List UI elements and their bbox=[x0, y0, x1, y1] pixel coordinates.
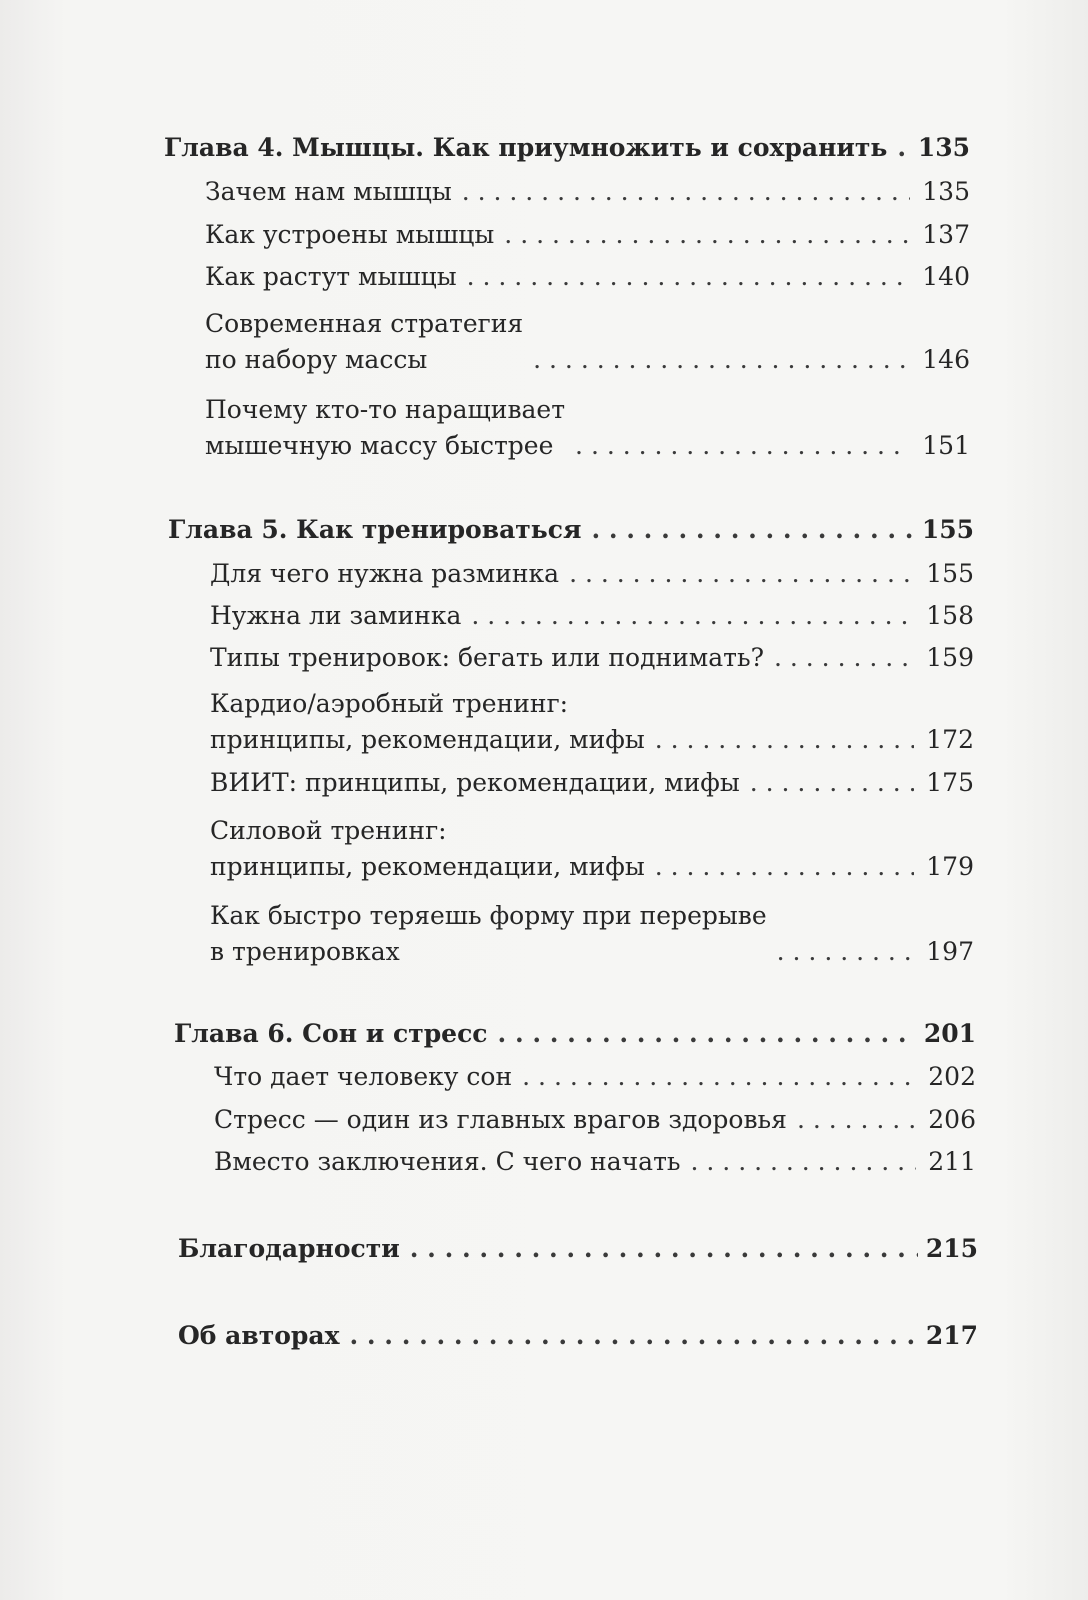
toc-item-title: Вместо заключения. С чего начать bbox=[214, 1147, 681, 1176]
toc-item-title: Силовой тренинг: принципы, рекомендации, мифы bbox=[210, 816, 645, 881]
toc-item-title: Как устроены мышцы bbox=[205, 220, 495, 249]
toc-page-number: 215 bbox=[925, 1234, 978, 1263]
toc-page-number: 179 bbox=[926, 852, 974, 881]
dot-leader bbox=[655, 849, 914, 885]
toc-item bbox=[205, 306, 970, 378]
dot-leader bbox=[410, 1231, 918, 1267]
toc-chapter-4 bbox=[164, 130, 970, 166]
toc-page-number: 197 bbox=[926, 937, 974, 966]
toc-page-number: 155 bbox=[921, 515, 974, 544]
toc-chapter-6 bbox=[174, 1016, 976, 1052]
toc-item-title: Почему кто-то наращивает мышечную массу быстрее bbox=[205, 395, 566, 460]
toc-item bbox=[210, 898, 974, 970]
dot-leader bbox=[750, 765, 914, 801]
toc-page-number: 206 bbox=[928, 1105, 976, 1134]
toc-acknowledgements bbox=[178, 1231, 978, 1267]
dot-leader bbox=[349, 1318, 917, 1354]
toc-page-number: 175 bbox=[926, 768, 974, 797]
dot-leader bbox=[691, 1144, 916, 1180]
toc-item bbox=[210, 813, 974, 885]
toc-item-title: Как быстро теряешь форму при перерыве в тренировках bbox=[210, 901, 767, 966]
toc-item-title: Кардио/аэробный тренинг: принципы, рекомендации, мифы bbox=[210, 689, 645, 754]
toc-chapter-5 bbox=[168, 512, 974, 548]
toc-item bbox=[205, 217, 970, 253]
toc-page-number: 135 bbox=[917, 133, 970, 162]
toc-item bbox=[205, 259, 970, 295]
toc-item-title: Зачем нам мышцы bbox=[205, 177, 452, 206]
toc-item-title: Нужна ли заминка bbox=[210, 601, 462, 630]
toc-page-number: 202 bbox=[928, 1062, 976, 1091]
toc-item-title: Что дает человеку сон bbox=[214, 1062, 513, 1091]
toc-page-number: 172 bbox=[926, 725, 974, 754]
dot-leader bbox=[774, 640, 914, 676]
toc-page-number: 151 bbox=[922, 431, 970, 460]
toc-page-number: 201 bbox=[923, 1019, 976, 1048]
toc-page-number: 140 bbox=[922, 262, 970, 291]
toc-item bbox=[205, 392, 970, 464]
toc-about-authors bbox=[178, 1318, 978, 1354]
toc-item-title: Как растут мышцы bbox=[205, 262, 457, 291]
dot-leader bbox=[897, 130, 909, 166]
toc-item bbox=[214, 1102, 976, 1138]
toc-item bbox=[210, 640, 974, 676]
dot-leader bbox=[467, 259, 910, 295]
toc-page-number: 135 bbox=[922, 177, 970, 206]
toc-item-title: Типы тренировок: бегать или поднимать? bbox=[210, 643, 764, 672]
dot-leader bbox=[575, 428, 910, 464]
toc-page-number: 159 bbox=[926, 643, 974, 672]
toc-page-number: 211 bbox=[928, 1147, 976, 1176]
toc-page-number: 137 bbox=[922, 220, 970, 249]
toc-item-title: Для чего нужна разминка bbox=[210, 559, 560, 588]
toc-chapter-title: Глава 4. Мышцы. Как приумножить и сохранить bbox=[164, 133, 888, 162]
toc-chapter-title: Глава 5. Как тренироваться bbox=[168, 515, 582, 544]
dot-leader bbox=[533, 342, 910, 378]
toc-page-number: 155 bbox=[926, 559, 974, 588]
toc-page-number: 146 bbox=[922, 345, 970, 374]
toc-chapter-title: Благодарности bbox=[178, 1234, 400, 1263]
dot-leader bbox=[462, 174, 910, 210]
toc-chapter-title: Глава 6. Сон и стресс bbox=[174, 1019, 488, 1048]
toc-item bbox=[210, 765, 974, 801]
toc-page-number: 217 bbox=[925, 1321, 978, 1350]
toc-chapter-title: Об авторах bbox=[178, 1321, 340, 1350]
dot-leader bbox=[471, 598, 914, 634]
toc-item-title: Современная стратегия по набору массы bbox=[205, 309, 524, 374]
dot-leader bbox=[504, 217, 910, 253]
dot-leader bbox=[591, 512, 913, 548]
toc-item bbox=[214, 1144, 976, 1180]
dot-leader bbox=[569, 556, 914, 592]
toc-item bbox=[205, 174, 970, 210]
toc-item bbox=[210, 556, 974, 592]
toc-page-number: 158 bbox=[926, 601, 974, 630]
toc-item bbox=[210, 686, 974, 758]
toc-item-title: Стресс — один из главных врагов здоровья bbox=[214, 1105, 787, 1134]
dot-leader bbox=[498, 1016, 916, 1052]
toc-item bbox=[210, 598, 974, 634]
dot-leader bbox=[522, 1059, 916, 1095]
dot-leader bbox=[777, 934, 914, 970]
dot-leader bbox=[655, 722, 914, 758]
dot-leader bbox=[797, 1102, 916, 1138]
toc-item bbox=[214, 1059, 976, 1095]
toc-item-title: ВИИТ: принципы, рекомендации, мифы bbox=[210, 768, 740, 797]
